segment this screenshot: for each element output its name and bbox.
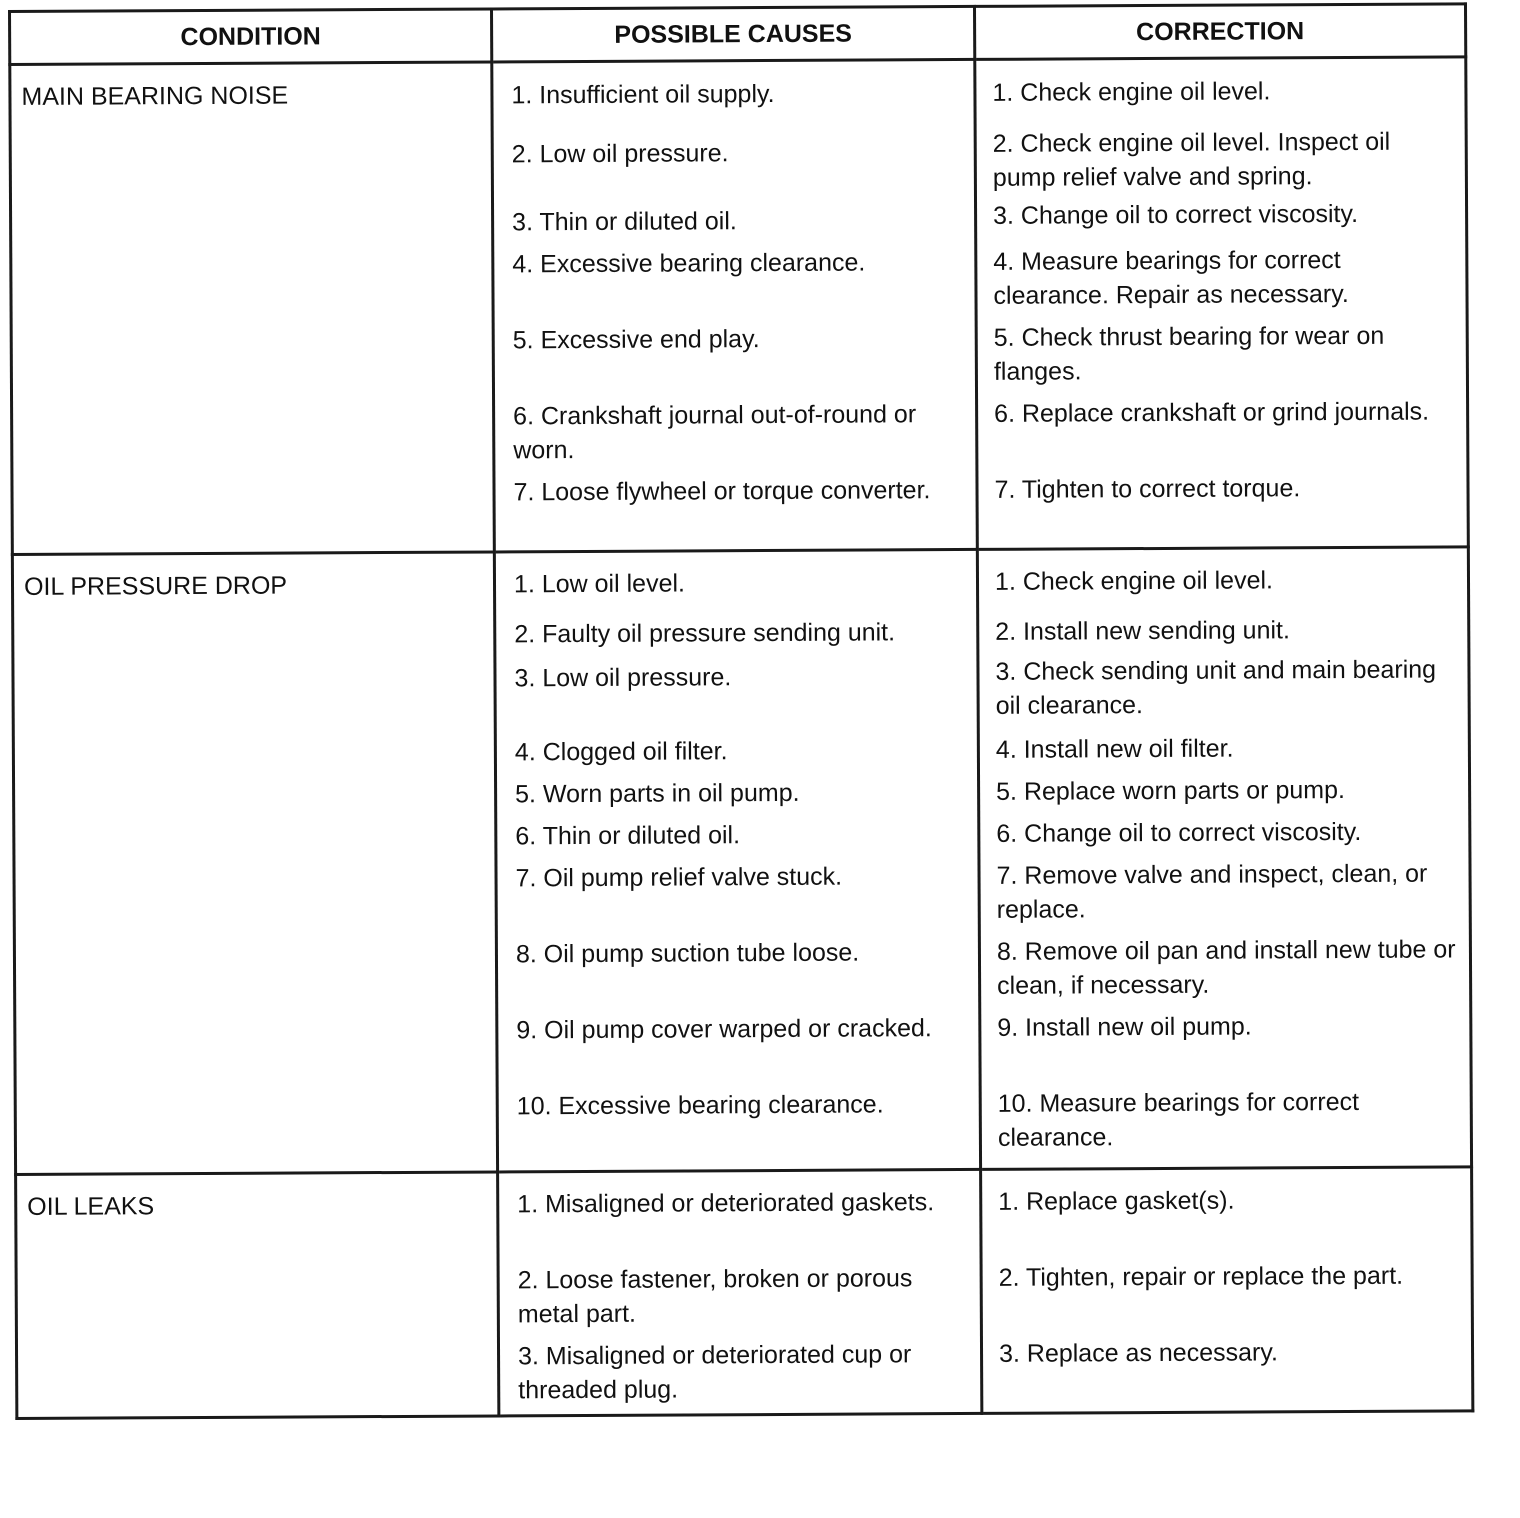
correction-item: 2. Install new sending unit.: [995, 616, 1290, 646]
cause-item: 2. Loose fastener, broken or porous metal part.: [517, 1264, 913, 1329]
correction-item: 3. Change oil to correct viscosity.: [993, 199, 1359, 230]
cause-item: 1. Misaligned or deteriorated gaskets.: [517, 1188, 935, 1219]
condition-label: OIL LEAKS: [27, 1192, 155, 1221]
cause-item: 6. Crankshaft journal out-of-round or worn.: [513, 400, 917, 465]
causes-list: [496, 551, 979, 1164]
correction-item: 10. Measure bearings for correct clearance.: [997, 1087, 1360, 1152]
cause-item: 5. Worn parts in oil pump.: [515, 778, 800, 809]
header-condition: CONDITION: [10, 9, 492, 65]
group-row: [10, 57, 1469, 555]
cause-item: 1. Insufficient oil supply.: [511, 79, 775, 110]
causes-cell: [492, 59, 978, 552]
cause-item: 3. Thin or diluted oil.: [512, 207, 737, 237]
condition-cell: [16, 1172, 499, 1419]
cause-item: 7. Loose flywheel or torque converter.: [513, 476, 931, 507]
correction-item: 8. Remove oil pan and install new tube or clean, if necessary.: [996, 935, 1456, 1000]
header-row: [10, 4, 1466, 65]
correction-item: 7. Tighten to correct torque.: [994, 474, 1301, 504]
cause-item: 9. Oil pump cover warped or cracked.: [516, 1014, 932, 1045]
troubleshooting-table: [8, 2, 1474, 1420]
cause-item: 3. Misaligned or deteriorated cup or threaded plug.: [517, 1340, 912, 1405]
correction-item: 6. Replace crankshaft or grind journals.: [994, 397, 1430, 428]
correction-item: 2. Tighten, repair or replace the part.: [998, 1261, 1404, 1292]
corrections-list: [976, 58, 1467, 545]
group-row: [12, 547, 1471, 1175]
correction-item: 1. Replace gasket(s).: [998, 1186, 1235, 1216]
correction-item: 4. Measure bearings for correct clearance. Repair as necessary.: [993, 246, 1349, 310]
cause-item: 1. Low oil level.: [513, 569, 686, 599]
corrections-list: [982, 1168, 1471, 1409]
cause-item: 8. Oil pump suction tube loose.: [515, 938, 860, 969]
cause-item: 4. Excessive bearing clearance.: [512, 248, 866, 279]
correction-item: 7. Remove valve and inspect, clean, or replace.: [996, 859, 1428, 924]
correction-item: 6. Change oil to correct viscosity.: [996, 817, 1362, 848]
corrections-list: [979, 548, 1470, 1161]
condition-label: MAIN BEARING NOISE: [21, 81, 289, 111]
correction-item: 2. Check engine oil level. Inspect oil pump relief valve and spring.: [992, 127, 1391, 192]
corrections-cell: [981, 1167, 1473, 1414]
group-row: [16, 1167, 1473, 1419]
cause-item: 3. Low oil pressure.: [514, 663, 732, 693]
cause-item: 2. Low oil pressure.: [511, 139, 729, 169]
cause-item: 5. Excessive end play.: [512, 325, 760, 355]
corrections-cell: [977, 547, 1471, 1170]
condition-label: OIL PRESSURE DROP: [23, 571, 288, 601]
correction-item: 3. Replace as necessary.: [998, 1338, 1278, 1368]
condition-cell: [12, 552, 497, 1175]
corrections-cell: [975, 57, 1469, 550]
header-causes: POSSIBLE CAUSES: [492, 6, 975, 62]
correction-item: 1. Check engine oil level.: [992, 77, 1271, 107]
cause-item: 2. Faulty oil pressure sending unit.: [514, 618, 896, 649]
correction-item: 4. Install new oil filter.: [995, 734, 1234, 764]
cause-item: 6. Thin or diluted oil.: [515, 821, 741, 851]
correction-item: 3. Check sending unit and main bearing oil clearance.: [995, 655, 1437, 720]
causes-list: [493, 61, 976, 548]
cause-item: 4. Clogged oil filter.: [514, 737, 728, 767]
causes-cell: [498, 1169, 982, 1416]
header-correction: CORRECTION: [974, 4, 1465, 60]
correction-item: 1. Check engine oil level.: [994, 566, 1274, 596]
cause-item: 10. Excessive bearing clearance.: [516, 1090, 884, 1121]
troubleshooting-sheet: [8, 2, 1471, 1414]
correction-item: 5. Replace worn parts or pump.: [996, 776, 1345, 806]
correction-item: 5. Check thrust bearing for wear on flanges.: [993, 321, 1385, 386]
causes-list: [499, 1171, 980, 1412]
causes-cell: [494, 549, 980, 1172]
correction-item: 9. Install new oil pump.: [997, 1012, 1252, 1042]
cause-item: 7. Oil pump relief valve stuck.: [515, 862, 843, 893]
condition-cell: [10, 62, 495, 555]
